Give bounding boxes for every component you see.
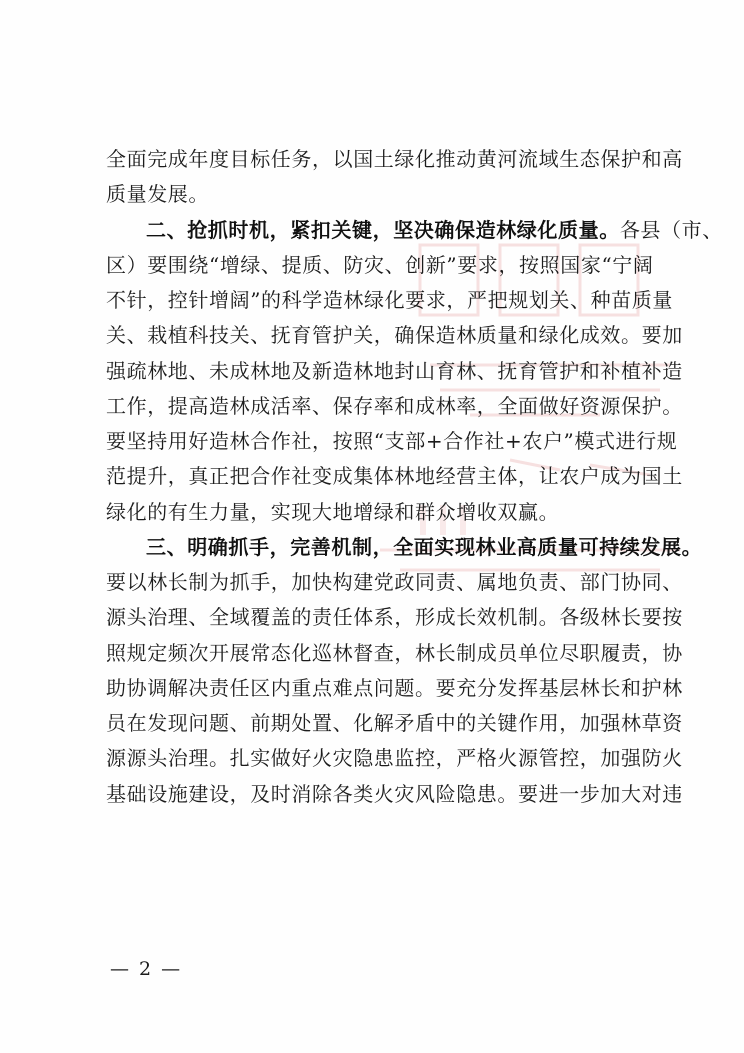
section-2-line-2-rest: 要围绕“增绿、提质、防灾、创新”要求，按照国家“宁阔 <box>147 252 654 277</box>
section-2-heading: 二、抢抓时机，紧扣关键，坚决确保造林绿化质量。 <box>146 217 620 242</box>
body-line-7: 强疏林地、未成林地及新造林地封山育林、抚育管护和补植补造 <box>106 358 683 383</box>
body-line-15: 照规定频次开展常态化巡林督查，林长制成员单位尽职履责，协 <box>106 640 683 665</box>
body-line-9: 要坚持用好造林合作社，按照“支部+合作社+农户”模式进行规 <box>106 429 678 453</box>
body-line-5: 不针，控针增阔”的科学造林绿化要求，严把规划关、种苗质量 <box>106 288 674 312</box>
body-line-18: 源源头治理。扎实做好火灾隐患监控，严格火源管控，加强防火 <box>106 746 683 771</box>
section-2-line-2-start: 区） <box>106 252 148 277</box>
section-2-first-line <box>106 213 723 248</box>
body-line-16: 助协调解决责任区内重点难点问题。要充分发挥基层林长和护林 <box>106 675 683 700</box>
body-line-8: 工作，提高造林成活率、保存率和成林率，全面做好资源保护。 <box>106 393 683 418</box>
body-line-6: 关、栽植科技关、抚育管护关，确保造林质量和绿化成效。要加 <box>106 323 683 348</box>
document-body <box>106 142 723 812</box>
section-2-line-2 <box>106 248 654 283</box>
page-number: — 2 — <box>110 958 183 980</box>
section-3-first-line <box>106 530 703 565</box>
body-line-14: 源头治理、全域覆盖的责任体系，形成长效机制。各级林长要按 <box>106 605 683 630</box>
body-line-17: 员在发现问题、前期处置、化解矛盾中的关键作用，加强林草资 <box>106 711 683 735</box>
section-3-heading: 三、明确抓手，完善机制，全面实现林业高质量可持续发展。 <box>146 534 703 559</box>
body-line-1: 全面完成年度目标任务，以国土绿化推动黄河流域生态保护和高 <box>106 147 683 171</box>
body-line-13: 要以林长制为抓手，加快构建党政同责、属地负责、部门协同、 <box>106 570 683 594</box>
body-line-2: 质量发展。 <box>106 182 209 207</box>
body-line-19: 基础设施建设，及时消除各类火灾风险隐患。要进一步加大对违 <box>106 781 683 806</box>
body-line-10: 范提升，真正把合作社变成集体林地经营主体，让农户成为国土 <box>106 464 683 489</box>
section-2-first-line-tail: 各县（市、 <box>619 217 723 242</box>
body-line-11: 绿化的有生力量，实现大地增绿和群众增收双赢。 <box>106 499 560 524</box>
